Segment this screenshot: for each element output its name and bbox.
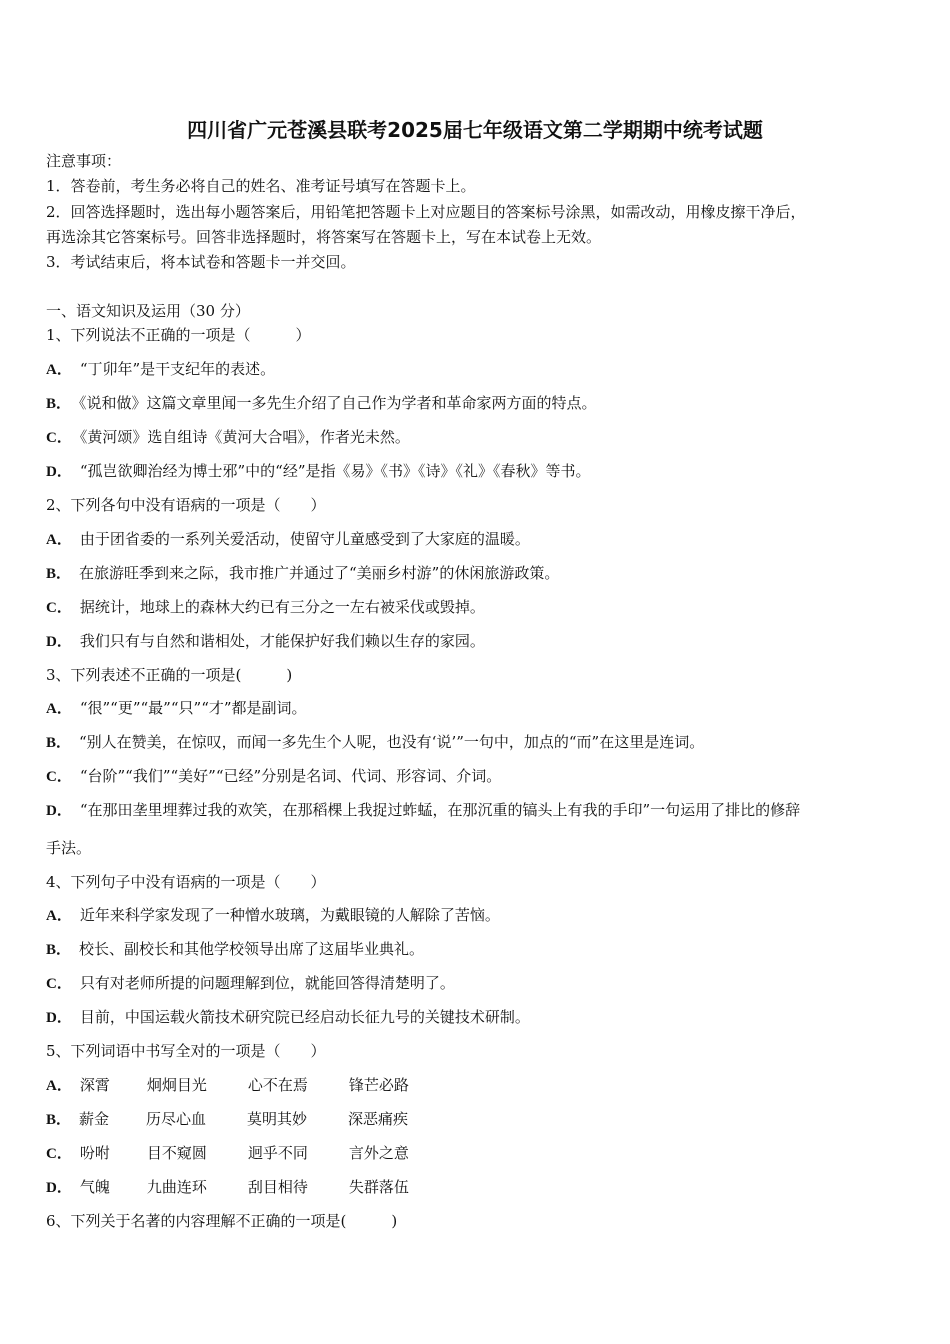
word: 心不在焉 — [247, 1076, 308, 1094]
option-letter: A． — [46, 1078, 72, 1094]
option-text: 校长、副校长和其他学校领导出席了这届毕业典礼。 — [79, 940, 425, 958]
option — [46, 1177, 409, 1198]
option-letter: A． — [46, 701, 72, 717]
word: 历尽心血 — [146, 1110, 207, 1128]
note-item: 2．回答选择题时，选出每小题答案后，用铅笔把答题卡上对应题目的答案标号涂黑，如需改动，用橡皮擦干净后， — [46, 203, 806, 221]
option-text: 我们只有与自然和谐相处，才能保护好我们赖以生存的家园。 — [79, 632, 485, 650]
option-letter: B． — [46, 1112, 72, 1128]
word: 深霄 — [79, 1076, 110, 1094]
word: 失群落伍 — [348, 1178, 409, 1196]
page-title: 四川省广元苍溪县联考2025届七年级语文第二学期期中统考试题 — [187, 118, 763, 142]
option-text: “别人在赞美，在惊叹，而闻一多先生个人呢，也没有‘说’”一句中，加点的“而”在这里是连词。 — [79, 733, 705, 751]
word: 莫明其妙 — [247, 1110, 308, 1128]
word: 炯炯目光 — [146, 1076, 207, 1094]
word: 九曲连环 — [146, 1178, 207, 1196]
option-letter: D． — [46, 1010, 72, 1026]
option-letter: B． — [46, 735, 72, 751]
note-item: 再选涂其它答案标号。回答非选择题时，将答案写在答题卡上，写在本试卷上无效。 — [46, 228, 602, 246]
option — [46, 461, 591, 482]
option — [46, 766, 501, 787]
option — [46, 393, 597, 414]
option-letter: B． — [46, 566, 72, 582]
option-letter: C． — [46, 769, 72, 785]
option-text: 只有对老师所提的问题理解到位，就能回答得清楚明了。 — [79, 974, 455, 992]
option — [46, 1109, 408, 1130]
option-continuation: 手法。 — [46, 839, 92, 857]
option — [46, 1143, 409, 1164]
question-1-stem: 1、下列说法不正确的一项是（ ） — [46, 326, 311, 344]
option-text: 《黄河颂》选自组诗《黄河大合唱》，作者光未然。 — [79, 428, 410, 446]
option-letter: C． — [46, 430, 72, 446]
question-5-stem: 5、下列词语中书写全对的一项是（ ） — [46, 1042, 326, 1060]
option — [46, 939, 424, 960]
option-letter: D． — [46, 634, 72, 650]
option-text: “台阶”“我们”“美好”“已经”分别是名词、代词、形容词、介词。 — [79, 767, 502, 785]
word: 言外之意 — [348, 1144, 409, 1162]
option-letter: A． — [46, 908, 72, 924]
option — [46, 1075, 409, 1096]
option-text: “很”“更”“最”“只”“才”都是副词。 — [79, 699, 307, 717]
option-text: 《说和做》这篇文章里闻一多先生介绍了自己作为学者和革命家两方面的特点。 — [79, 394, 597, 412]
word: 迥乎不同 — [247, 1144, 308, 1162]
option-letter: D． — [46, 803, 72, 819]
option — [46, 698, 307, 719]
option-text: “丁卯年”是干支纪年的表述。 — [79, 360, 276, 378]
option-letter: B． — [46, 942, 72, 958]
option — [46, 529, 530, 550]
option-letter: D． — [46, 1180, 72, 1196]
option — [46, 563, 559, 584]
option-text: 据统计，地球上的森林大约已有三分之一左右被采伐或毁掉。 — [79, 598, 485, 616]
option-letter: D． — [46, 464, 72, 480]
option-text: 由于团省委的一系列关爱活动，使留守儿童感受到了大家庭的温暖。 — [79, 530, 530, 548]
option — [46, 800, 800, 821]
note-item: 3．考试结束后，将本试卷和答题卡一并交回。 — [46, 253, 356, 271]
option-letter: C． — [46, 600, 72, 616]
question-6-stem: 6、下列关于名著的内容理解不正确的一项是( ) — [46, 1212, 398, 1230]
word: 深恶痛疾 — [348, 1110, 409, 1128]
option-letter: B． — [46, 396, 72, 412]
option-letter: A． — [46, 362, 72, 378]
option — [46, 427, 410, 448]
word: 锋芒必路 — [348, 1076, 409, 1094]
option-text: “孤岂欲卿治经为博士邪”中的“经”是指《易》《书》《诗》《礼》《春秋》等书。 — [79, 462, 591, 480]
section-heading: 一、语文知识及运用（30 分） — [46, 302, 250, 320]
word: 目不窥圆 — [146, 1144, 207, 1162]
option-letter: C． — [46, 1146, 72, 1162]
option-text: 目前，中国运载火箭技术研究院已经启动长征九号的关键技术研制。 — [79, 1008, 530, 1026]
option — [46, 1007, 530, 1028]
option — [46, 359, 275, 380]
question-2-stem: 2、下列各句中没有语病的一项是（ ） — [46, 496, 326, 514]
option-text: 近年来科学家发现了一种憎水玻璃，为戴眼镜的人解除了苦恼。 — [79, 906, 500, 924]
option — [46, 905, 500, 926]
notes-heading: 注意事项： — [46, 152, 122, 170]
option-text: “在那田垄里埋葬过我的欢笑，在那稻棵上我捉过蚱蜢，在那沉重的镐头上有我的手印”一句运用了排比的修辞 — [79, 801, 801, 819]
word: 吩咐 — [79, 1144, 110, 1162]
option — [46, 631, 485, 652]
question-4-stem: 4、下列句子中没有语病的一项是（ ） — [46, 873, 326, 891]
option-letter: C． — [46, 976, 72, 992]
word: 薪金 — [79, 1110, 110, 1128]
option — [46, 597, 485, 618]
word: 气魄 — [79, 1178, 110, 1196]
option — [46, 732, 704, 753]
word: 刮目相待 — [247, 1178, 308, 1196]
note-item: 1．答卷前，考生务必将自己的姓名、准考证号填写在答题卡上。 — [46, 177, 476, 195]
option — [46, 973, 455, 994]
option-letter: A． — [46, 532, 72, 548]
option-text: 在旅游旺季到来之际，我市推广并通过了“美丽乡村游”的休闲旅游政策。 — [79, 564, 560, 582]
question-3-stem: 3、下列表述不正确的一项是( ) — [46, 666, 293, 684]
